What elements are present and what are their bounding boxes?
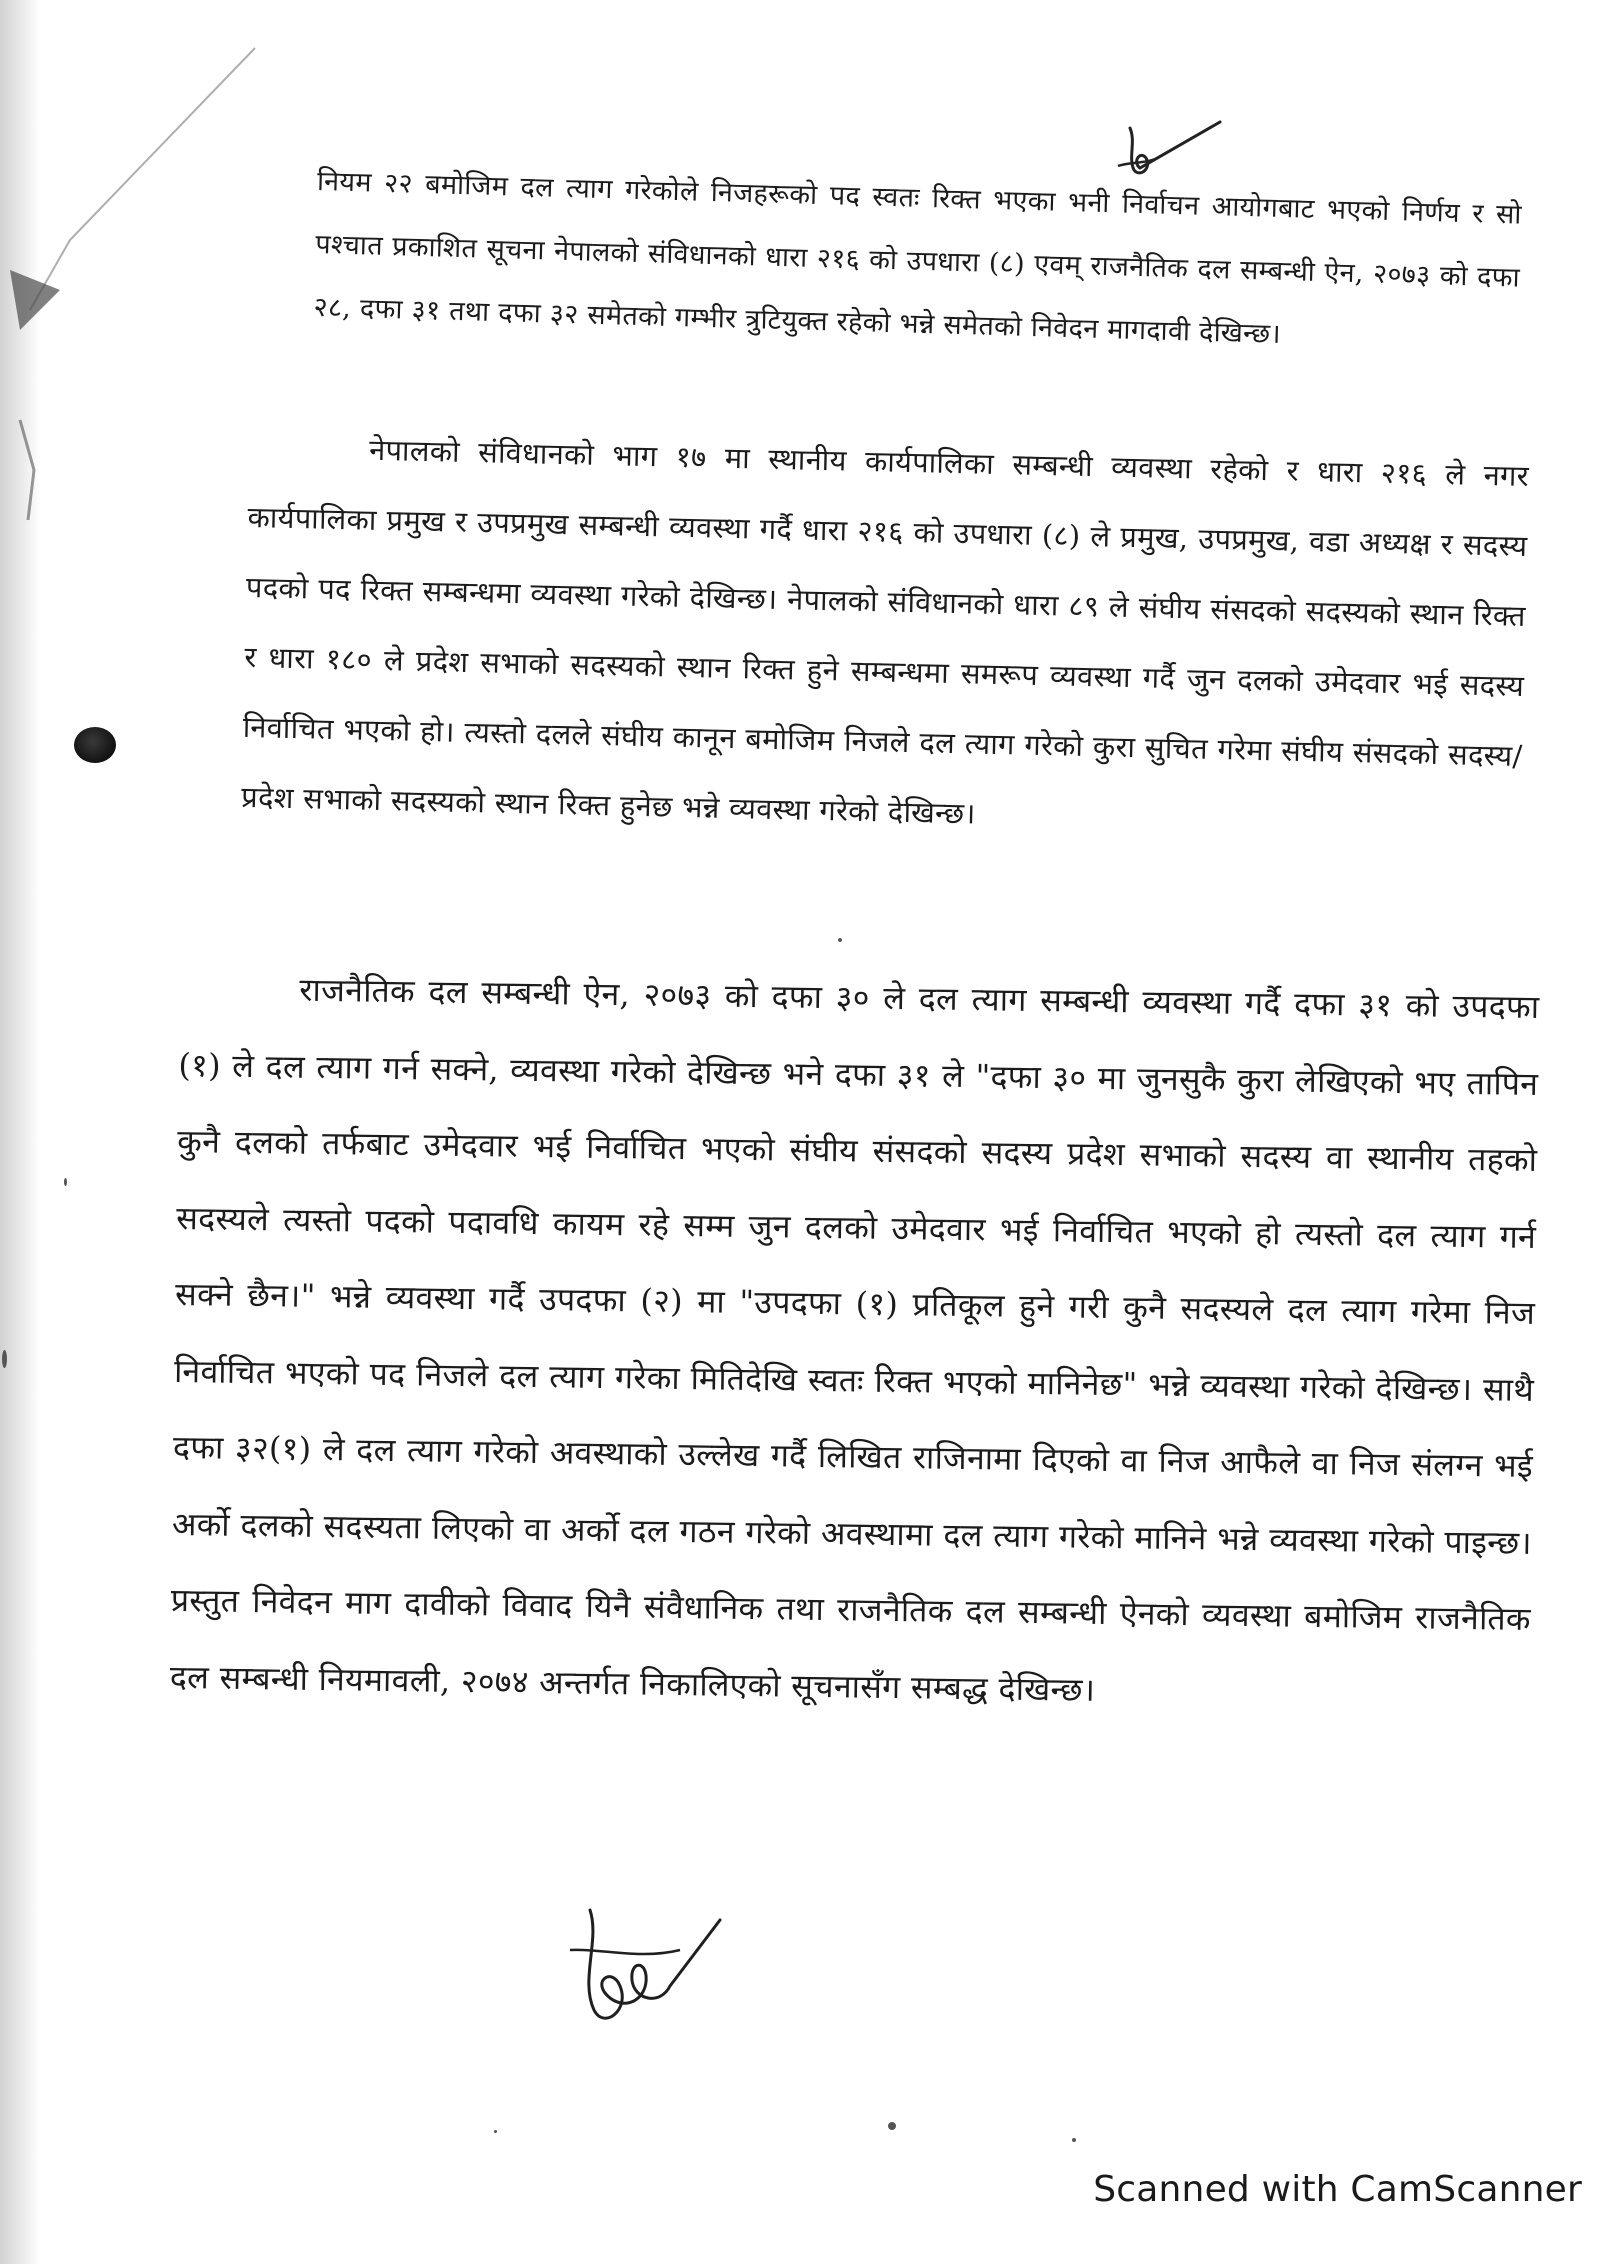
paragraph-1: नियम २२ बमोजिम दल त्याग गरेकोले निजहरूको पद स्वतः रिक्त भएका भनी निर्वाचन आयोगबाट भएको निर्णय र सो पश्चात प्रकाशित सूचना नेपालको संविधानको धारा २१६ को उपधारा (८) एवम् राजनैतिक दल सम्बन्धी ऐन, २०७३ को दफा २८, दफा ३१ तथा दफा ३२ समेतको गम्भीर त्रुटियुक्त रहेको भन्ने समेतको निवेदन मागदावी देखिन्छ। [313,165,1523,350]
punch-hole-icon [74,727,116,763]
scan-speck [494,2130,497,2133]
signature-initial-top [1110,118,1230,198]
scan-speck [838,938,842,942]
paragraph-indent [249,457,369,460]
scan-speck [2,1350,7,1368]
scanner-watermark: Scanned with CamScanner [1093,2169,1582,2210]
paragraph-2-text: नेपालको संविधानको भाग १७ मा स्थानीय कार्यपालिका सम्बन्धी व्यवस्था रहेको र धारा २१६ ले नगर कार्यपालिका प्रमुख र उपप्रमुख सम्बन्धी व्यवस्था गर्दै धारा २१६ को उपधारा (८) ले प्रमुख, उपप्रमुख, वडा अध्यक्ष र सदस्य पदको पद रिक्त सम्बन्धमा व्यवस्था गरेको देखिन्छ। नेपालको संविधानको धारा ८९ ले संघीय संसदको सदस्यको स्थान रिक्त र धारा १८० ले प्रदेश सभाको सदस्यको स्थान रिक्त हुने सम्बन्धमा समरूप व्यवस्था गर्दै जुन दलको उमेदवार भई सदस्य निर्वाचित भएको हो। त्यस्तो दलले संघीय कानून बमोजिम निजले दल त्याग गरेको कुरा सुचित गरेमा संघीय संसदको सदस्य/प्रदेश सभाको सदस्यको स्थान रिक्त हुनेछ भन्ने व्यवस्था गरेको देखिन्छ। [240,432,1530,831]
scan-speck [64,1178,67,1186]
paragraph-2 [240,412,1529,861]
paragraph-3 [169,950,1540,1734]
paragraph-3-text: राजनैतिक दल सम्बन्धी ऐन, २०७३ को दफा ३० ले दल त्याग सम्बन्धी व्यवस्था गर्दै दफा ३१ को उपदफा (१) ले दल त्याग गर्न सक्ने, व्यवस्था गरेको देखिन्छ भने दफा ३१ ले "दफा ३० मा जुनसुकै कुरा लेखिएको भए तापिन कुनै दलको तर्फबाट उमेदवार भई निर्वाचित भएको संघीय संसदको सदस्य प्रदेश सभाको सदस्य वा स्थानीय तहको सदस्यले त्यस्तो पदको पदावधि कायम रहे सम्म जुन दलको उमेदवार भई निर्वाचित भएको हो त्यस्तो दल त्याग गर्न सक्ने छैन।" भन्ने व्यवस्था गर्दै उपदफा (२) मा "उपदफा (१) प्रतिकूल हुने गरी कुनै सदस्यले दल त्याग गरेमा निज निर्वाचित भएको पद निजले दल त्याग गरेका मितिदेखि स्वतः रिक्त भएको मानिनेछ" भन्ने व्यवस्था गरेको देखिन्छ। साथै दफा ३२(१) ले दल त्याग गरेको अवस्थाको उल्लेख गर्दै लिखित राजिनामा दिएको वा निज आफैले वा निज संलग्न भई अर्को दलको सदस्यता लिएको वा अर्को दल गठन गरेको अवस्थामा दल त्याग गरेको मानिने भन्ने व्यवस्था गरेको पाइन्छ। प्रस्तुत निवेदन माग दावीको विवाद यिनै संवैधानिक तथा राजनैतिक दल सम्बन्धी ऐनको व्यवस्था बमोजिम राजनैतिक दल सम्बन्धी नियमावली, २०७४ अन्तर्गत निकालिएको सूचनासँग सम्बद्ध देखिन्छ। [169,970,1540,1709]
signature-bottom [560,1890,730,2040]
scan-speck [888,2122,896,2130]
paragraph-indent [179,999,299,1001]
scan-speck [1072,2138,1076,2142]
